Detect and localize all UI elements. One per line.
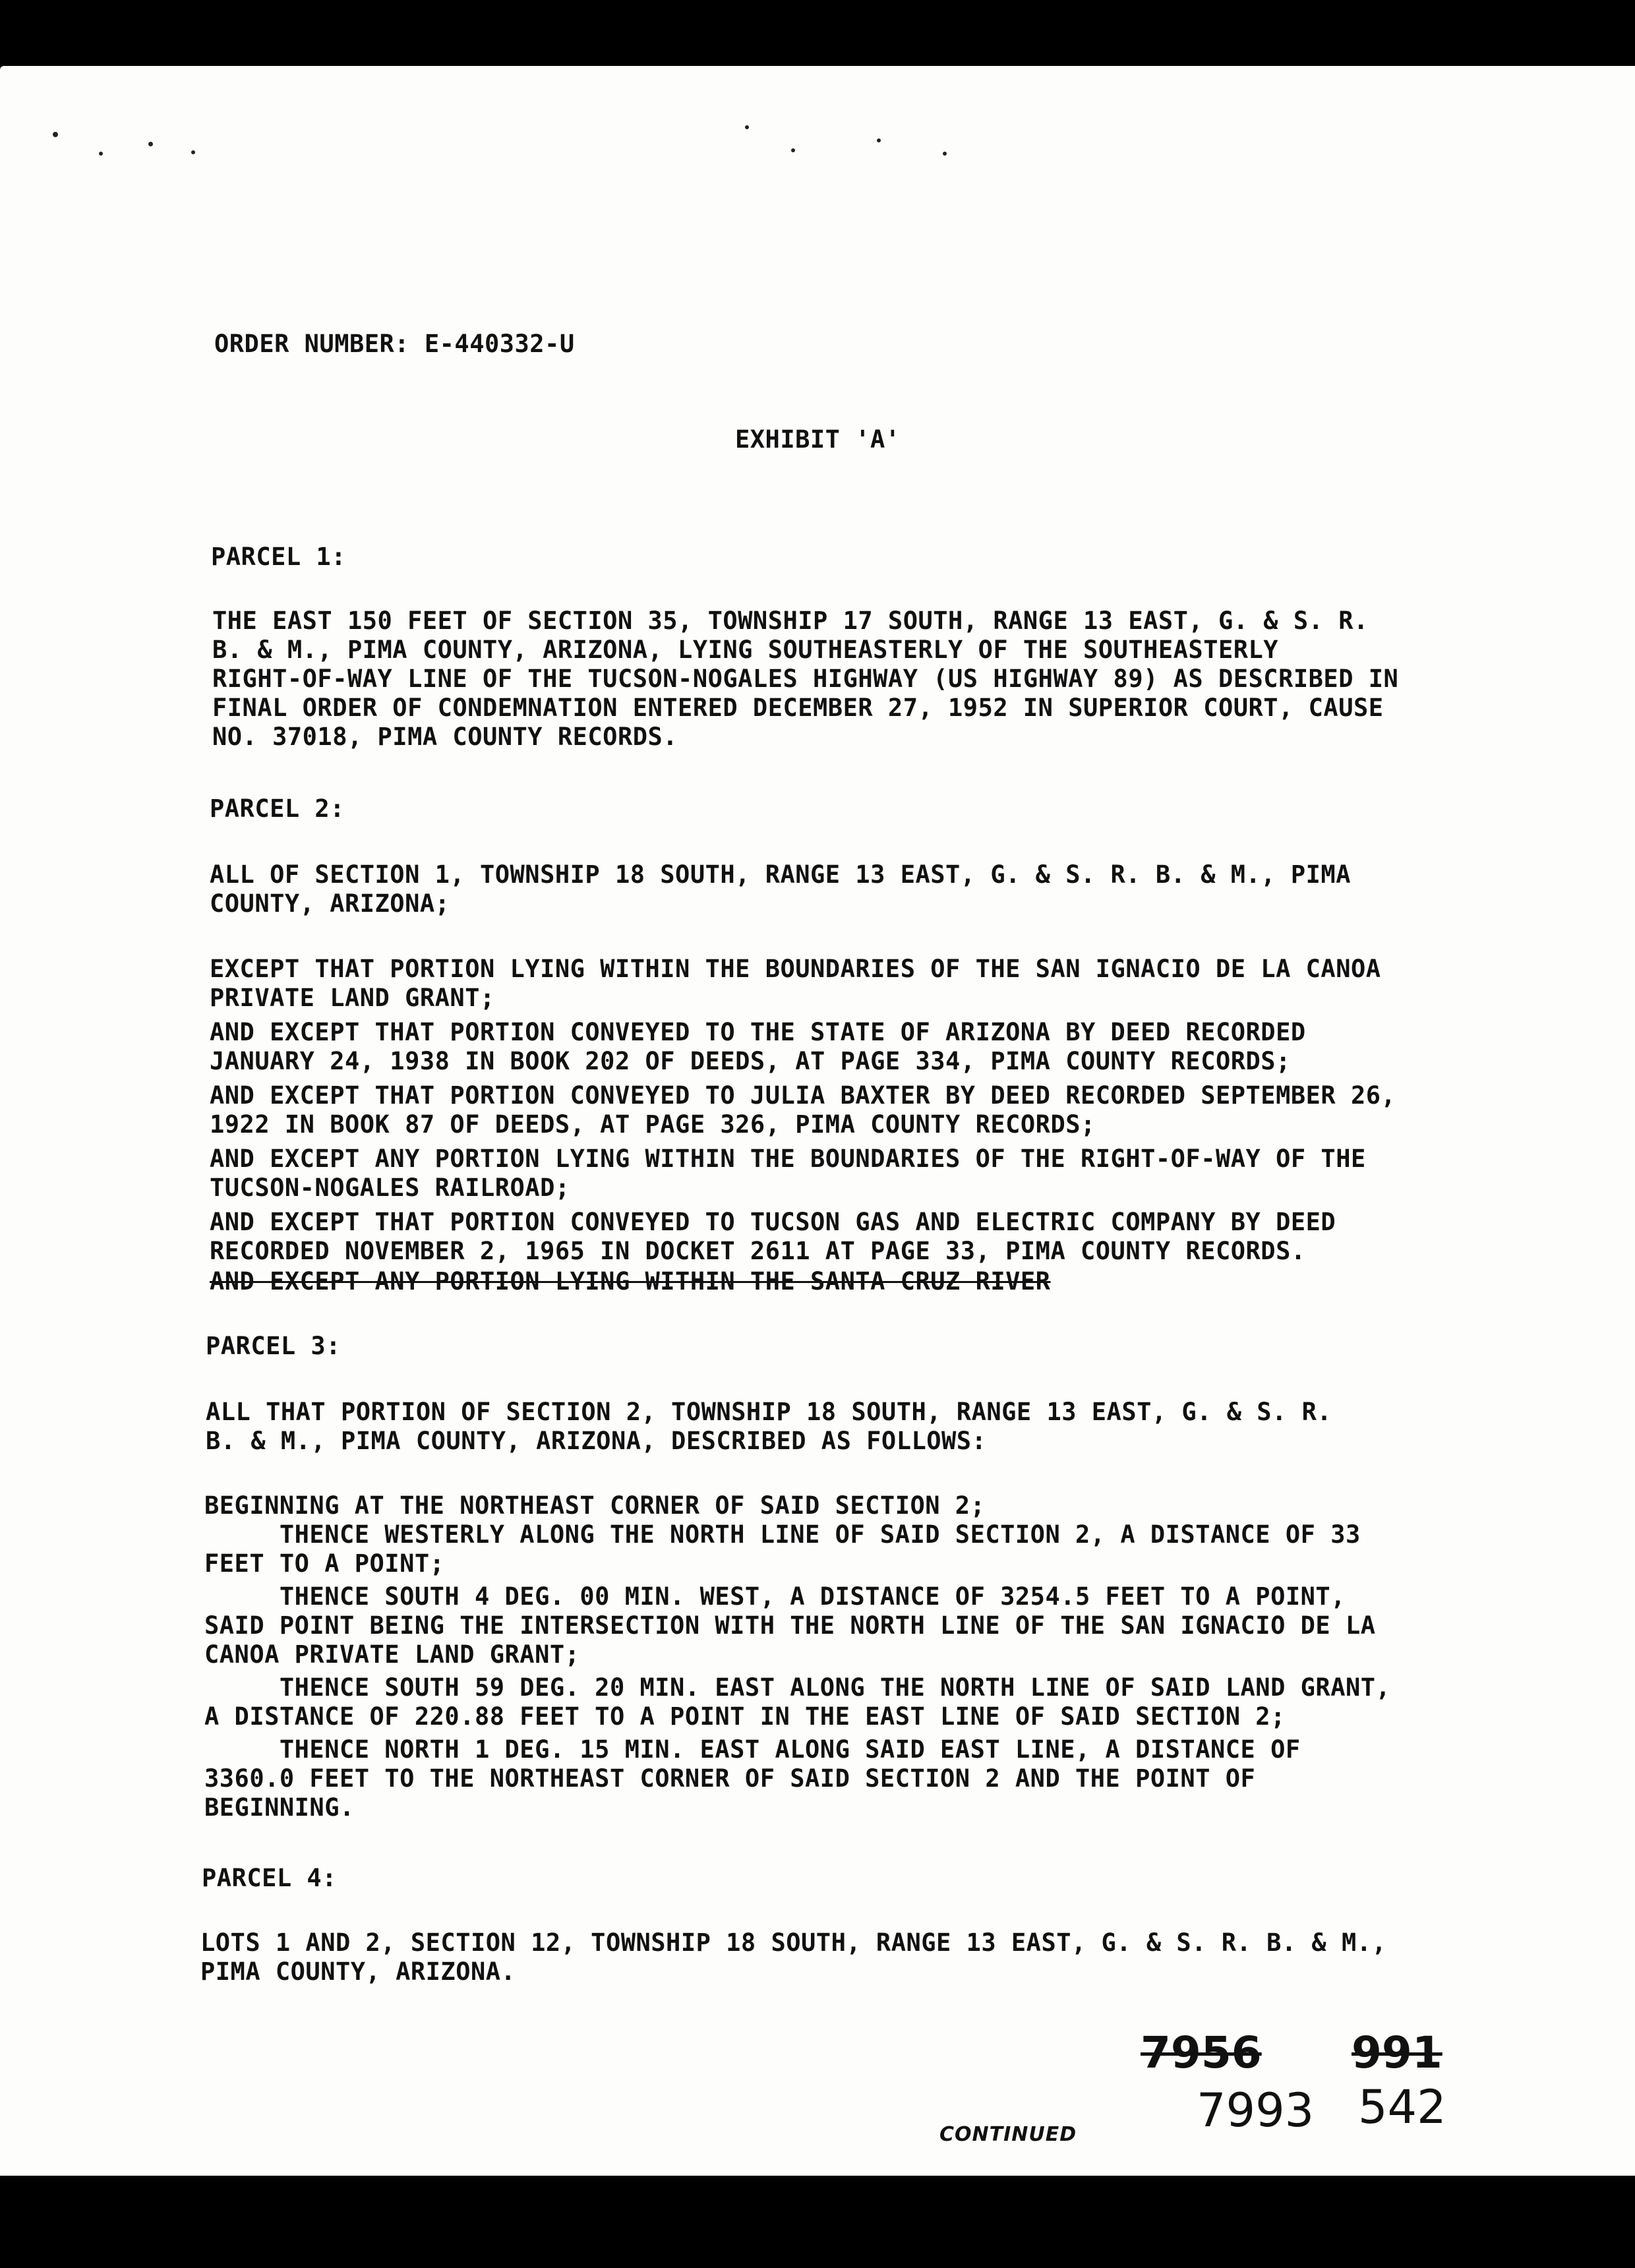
- parcel-2-exception-line: RECORDED NOVEMBER 2, 1965 IN DOCKET 2611 AT PAGE 33, PIMA COUNTY RECORDS.: [210, 1237, 1306, 1265]
- parcel-2-exception-line: AND EXCEPT THAT PORTION CONVEYED TO THE STATE OF ARIZONA BY DEED RECORDED: [210, 1018, 1306, 1046]
- parcel-3-description-line: BEGINNING AT THE NORTHEAST CORNER OF SAID SECTION 2;: [204, 1491, 986, 1520]
- parcel-4-text-line: PIMA COUNTY, ARIZONA.: [200, 1957, 516, 1986]
- parcel-3-description-line: CANOA PRIVATE LAND GRANT;: [204, 1640, 580, 1669]
- scan-speck: [53, 132, 58, 137]
- scan-speck: [791, 148, 795, 152]
- scan-speck: [877, 138, 881, 142]
- parcel-1-text-line: NO. 37018, PIMA COUNTY RECORDS.: [212, 723, 678, 751]
- scan-speck: [191, 150, 195, 154]
- scan-speck: [943, 152, 947, 156]
- parcel-3-description-line: FEET TO A POINT;: [204, 1549, 445, 1578]
- old-page-number: 991: [1352, 2027, 1442, 2078]
- parcel-3-text-line: B. & M., PIMA COUNTY, ARIZONA, DESCRIBED AS FOLLOWS:: [206, 1427, 987, 1455]
- parcel-2-text-line: ALL OF SECTION 1, TOWNSHIP 18 SOUTH, RANGE 13 EAST, G. & S. R. B. & M., PIMA: [210, 860, 1351, 889]
- parcel-2-exception-line: PRIVATE LAND GRANT;: [210, 984, 495, 1012]
- continued-label: CONTINUED: [939, 2123, 1077, 2146]
- parcel-3-description-line: THENCE WESTERLY ALONG THE NORTH LINE OF SAID SECTION 2, A DISTANCE OF 33: [204, 1520, 1361, 1549]
- parcel-3-description-line: A DISTANCE OF 220.88 FEET TO A POINT IN THE EAST LINE OF SAID SECTION 2;: [204, 1702, 1286, 1731]
- parcel-2-exception-line: 1922 IN BOOK 87 OF DEEDS, AT PAGE 326, PIMA COUNTY RECORDS;: [210, 1110, 1096, 1139]
- scan-speck: [148, 142, 153, 146]
- parcel-4-text-line: LOTS 1 AND 2, SECTION 12, TOWNSHIP 18 SOUTH, RANGE 13 EAST, G. & S. R. B. & M.,: [200, 1928, 1387, 1957]
- parcel-3-description-line: THENCE NORTH 1 DEG. 15 MIN. EAST ALONG SAID EAST LINE, A DISTANCE OF: [204, 1735, 1301, 1764]
- parcel-3-text-line: ALL THAT PORTION OF SECTION 2, TOWNSHIP 18 SOUTH, RANGE 13 EAST, G. & S. R.: [206, 1398, 1332, 1426]
- order-number: ORDER NUMBER: E-440332-U: [214, 330, 575, 358]
- parcel-3-description-line: THENCE SOUTH 59 DEG. 20 MIN. EAST ALONG THE NORTH LINE OF SAID LAND GRANT,: [204, 1673, 1391, 1702]
- scan-speck: [745, 125, 749, 129]
- exhibit-title: EXHIBIT 'A': [735, 425, 901, 454]
- parcel-1-text-line: FINAL ORDER OF CONDEMNATION ENTERED DECEMBER 27, 1952 IN SUPERIOR COURT, CAUSE: [212, 694, 1384, 722]
- parcel-2-exception-line: JANUARY 24, 1938 IN BOOK 202 OF DEEDS, AT PAGE 334, PIMA COUNTY RECORDS;: [210, 1047, 1291, 1075]
- parcel-2-exception-line: AND EXCEPT THAT PORTION CONVEYED TO TUCSON GAS AND ELECTRIC COMPANY BY DEED: [210, 1208, 1336, 1236]
- scan-border-top: [0, 0, 1635, 73]
- parcel-1-text-line: RIGHT-OF-WAY LINE OF THE TUCSON-NOGALES HIGHWAY (US HIGHWAY 89) AS DESCRIBED IN: [212, 665, 1399, 693]
- parcel-3-description-line: SAID POINT BEING THE INTERSECTION WITH THE NORTH LINE OF THE SAN IGNACIO DE LA: [204, 1611, 1376, 1640]
- parcel-2-exception-line: EXCEPT THAT PORTION LYING WITHIN THE BOUNDARIES OF THE SAN IGNACIO DE LA CANOA: [210, 955, 1381, 983]
- parcel-1-heading: PARCEL 1:: [211, 543, 346, 571]
- parcel-2-exception-line: TUCSON-NOGALES RAILROAD;: [210, 1174, 570, 1202]
- parcel-3-description-line: THENCE SOUTH 4 DEG. 00 MIN. WEST, A DISTANCE OF 3254.5 FEET TO A POINT,: [204, 1582, 1346, 1611]
- recorded-docket-number: 7993: [1197, 2083, 1315, 2137]
- parcel-3-heading: PARCEL 3:: [206, 1332, 341, 1360]
- scan-speck: [99, 152, 103, 156]
- parcel-2-heading: PARCEL 2:: [210, 794, 345, 823]
- parcel-3-description-line: BEGINNING.: [204, 1793, 355, 1822]
- old-docket-number: 7956: [1141, 2027, 1262, 2078]
- parcel-4-heading: PARCEL 4:: [202, 1864, 337, 1892]
- parcel-3-description-line: 3360.0 FEET TO THE NORTHEAST CORNER OF SAID SECTION 2 AND THE POINT OF: [204, 1764, 1256, 1793]
- parcel-2-exception-line: AND EXCEPT ANY PORTION LYING WITHIN THE BOUNDARIES OF THE RIGHT-OF-WAY OF THE: [210, 1145, 1366, 1173]
- scan-border-bottom: [0, 2176, 1635, 2268]
- parcel-2-struck-line: AND EXCEPT ANY PORTION LYING WITHIN THE SANTA CRUZ RIVER: [210, 1267, 1051, 1296]
- document-page: [0, 66, 1635, 2176]
- recorded-page-number: 542: [1358, 2080, 1446, 2134]
- parcel-2-exception-line: AND EXCEPT THAT PORTION CONVEYED TO JULIA BAXTER BY DEED RECORDED SEPTEMBER 26,: [210, 1081, 1396, 1110]
- parcel-1-text-line: B. & M., PIMA COUNTY, ARIZONA, LYING SOUTHEASTERLY OF THE SOUTHEASTERLY: [212, 636, 1279, 664]
- parcel-1-text-line: THE EAST 150 FEET OF SECTION 35, TOWNSHIP 17 SOUTH, RANGE 13 EAST, G. & S. R.: [212, 607, 1369, 635]
- parcel-2-text-line: COUNTY, ARIZONA;: [210, 889, 450, 918]
